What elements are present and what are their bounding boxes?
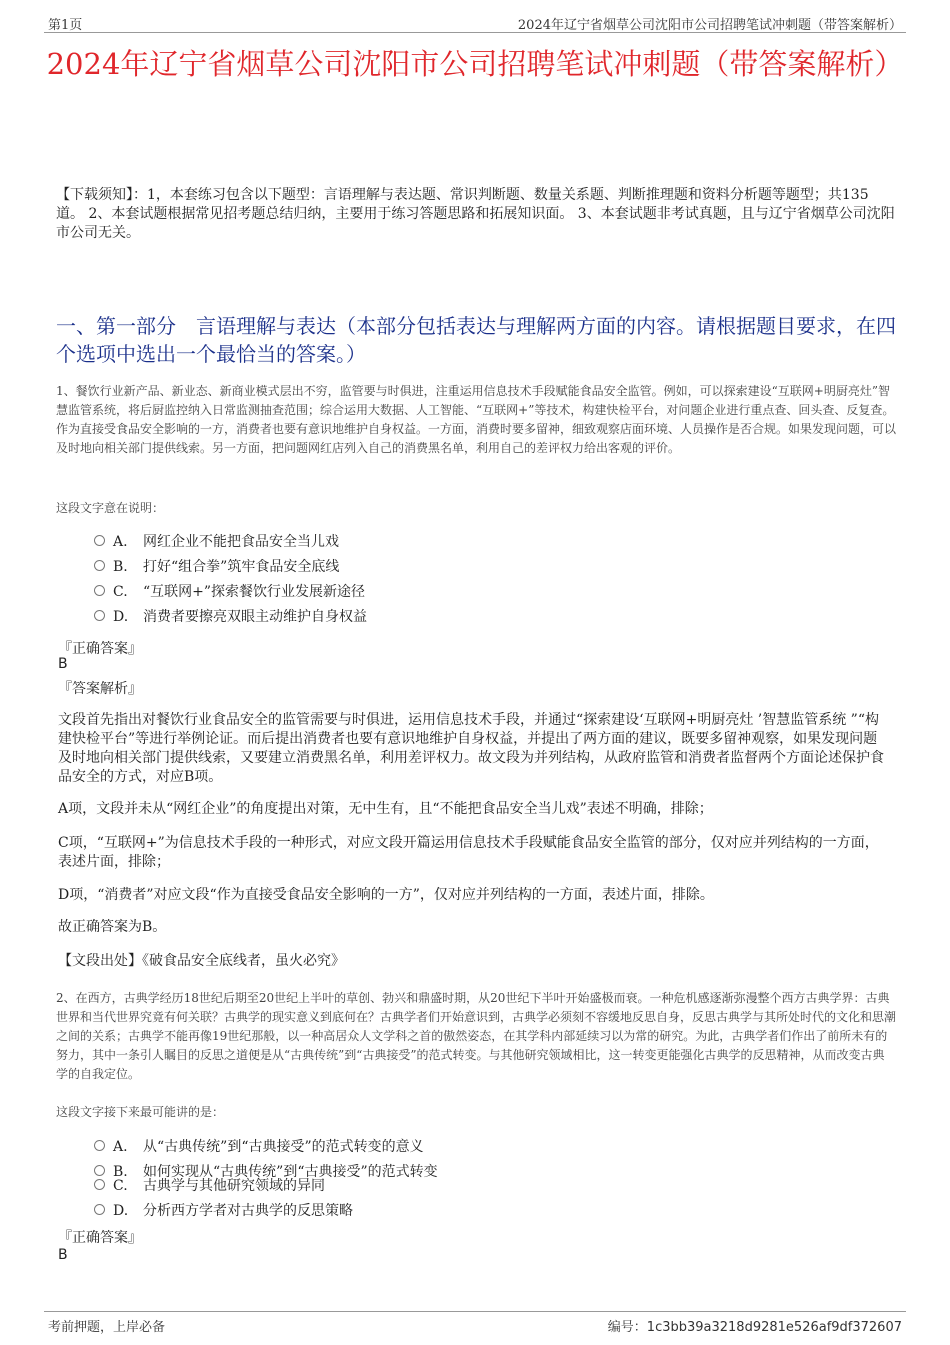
source-citation: 【文段出处】《破食品安全底线者，虽火必究》: [58, 953, 345, 969]
radio-icon[interactable]: [94, 560, 105, 571]
radio-icon[interactable]: [94, 1204, 105, 1215]
option-b[interactable]: B. 如何实现从“古典传统”到“古典接受”的范式转变: [94, 1161, 438, 1175]
answer-label: 『正确答案』: [58, 1230, 142, 1246]
page-number: 第1页: [48, 18, 83, 33]
answer-value: B: [58, 656, 68, 672]
analysis-paragraph: C项，“互联网+”为信息技术手段的一种形式，对应文段开篇运用信息技术手段赋能食品安全监管的部分，仅对应并列结构的一方面，表述片面，排除；: [58, 835, 879, 870]
header-doc-title: 2024年辽宁省烟草公司沈阳市公司招聘笔试冲刺题（带答案解析）: [517, 18, 902, 33]
analysis-paragraph: A项，文段并未从“网红企业”的角度提出对策，无中生有，且“不能把食品安全当儿戏”表述不明确，排除；: [58, 801, 713, 817]
option-d[interactable]: D. 消费者要擦亮双眼主动维护自身权益: [94, 606, 367, 631]
page-footer: [44, 1311, 906, 1336]
question-2-options: [94, 1136, 438, 1225]
radio-icon[interactable]: [94, 585, 105, 596]
download-notice: 【下载须知】：1，本套练习包含以下题型：言语理解与表达题、常识判断题、数量关系题、判断推理题和资料分析题等题型；共135道。 2、本套试题根据常见招考题总结归纳，主要用于练习答题思路和拓展知识面。 3、本套试题非考试真题，且与辽宁省烟草公司沈阳市公司无关。: [56, 187, 895, 241]
option-b[interactable]: B. 打好“组合拳”筑牢食品安全底线: [94, 556, 367, 581]
question-2-text: 2、在西方，古典学经历18世纪后期至20世纪上半叶的草创、勃兴和鼎盛时期，从20世纪下半叶开始盛极而衰。一种危机感逐渐弥漫整个西方古典学界：古典世界和当代世界究竟有何关联？古典学的现实意义到底何在？古典学者们开始意识到，古典学必须刻不容缓地反思自身，反思古典学与其所处时代的文化和思潮之间的关系；古典学不能再像19世纪那般，以一种高居众人文学科之首的傲然姿态，在其学科内部延续习以为常的研究。为此，古典学者们作出了前所未有的努力，其中一条引人瞩目的反思之道便是从“古典传统”到“古典接受”的范式转变。与其他研究领域相比，这一转变更能强化古典学的反思精神，从而改变古典学的自我定位。: [56, 991, 897, 1081]
radio-icon[interactable]: [94, 535, 105, 546]
section-heading: 一、第一部分 言语理解与表达（本部分包括表达与理解两方面的内容。请根据题目要求，在四个选项中选出一个最恰当的答案。）: [56, 314, 896, 366]
answer-label: 『正确答案』: [58, 641, 142, 657]
option-c[interactable]: C. “互联网+”探索餐饮行业发展新途径: [94, 581, 367, 606]
analysis-paragraph: D项，“消费者”对应文段“作为直接受食品安全影响的一方”，仅对应并列结构的一方面，表述片面，排除。: [58, 887, 714, 903]
radio-icon[interactable]: [94, 1179, 105, 1190]
option-c[interactable]: C. 古典学与其他研究领域的异同: [94, 1175, 438, 1200]
question-1-prompt: 这段文字意在说明：: [56, 501, 165, 515]
analysis-paragraph: 文段首先指出对餐饮行业食品安全的监管需要与时俱进，运用信息技术手段，并通过“探索建设‘互联网+明厨亮灶 ’智慧监管系统 ”“构建快检平台”等进行举例论证。而后提出消费者也要有意识地维护自身权益，并提出了两方面的建议，既要多留神观察，如果发现问题及时地向相关部门提供线索，又要建立消费黑名单，利用差评权力。故文段为并列结构，从政府监管和消费者监督两个方面论述保护食品安全的方式，对应B项。: [58, 712, 884, 785]
analysis-conclusion: 故正确答案为B。: [58, 919, 167, 935]
footer-slogan: 考前押题，上岸必备: [48, 1320, 166, 1335]
option-a[interactable]: A. 从“古典传统”到“古典接受”的范式转变的意义: [94, 1136, 438, 1161]
option-d[interactable]: D. 分析西方学者对古典学的反思策略: [94, 1200, 438, 1225]
radio-icon[interactable]: [94, 610, 105, 621]
analysis-label: 『答案解析』: [58, 681, 142, 697]
question-2-prompt: 这段文字接下来最可能讲的是：: [56, 1105, 225, 1119]
question-1-options: [94, 531, 367, 631]
page-header: [44, 12, 906, 33]
question-1-text: 1、餐饮行业新产品、新业态、新商业模式层出不穷，监管要与时俱进，注重运用信息技术手段赋能食品安全监管。例如，可以探索建设“互联网+明厨亮灶”智慧监管系统，将后厨监控纳入日常监测抽查范围；综合运用大数据、人工智能、“互联网+”等技术，构建快检平台，对问题企业进行重点查、回头查、反复查。作为直接受食品安全影响的一方，消费者也要有意识地维护自身权益。一方面，消费时要多留神，细致观察店面环境、人员操作是否合规。如果发现问题，可以及时地向相关部门提供线索。另一方面，把问题网红店列入自己的消费黑名单，利用自己的差评权力给出客观的评价。: [56, 384, 897, 455]
doc-code: 编号：1c3bb39a3218d9281e526af9df372607: [607, 1320, 902, 1335]
radio-icon[interactable]: [94, 1140, 105, 1151]
option-a[interactable]: A. 网红企业不能把食品安全当儿戏: [94, 531, 367, 556]
document-title: 2024年辽宁省烟草公司沈阳市公司招聘笔试冲刺题（带答案解析）: [46, 47, 904, 81]
answer-value: B: [58, 1247, 68, 1263]
